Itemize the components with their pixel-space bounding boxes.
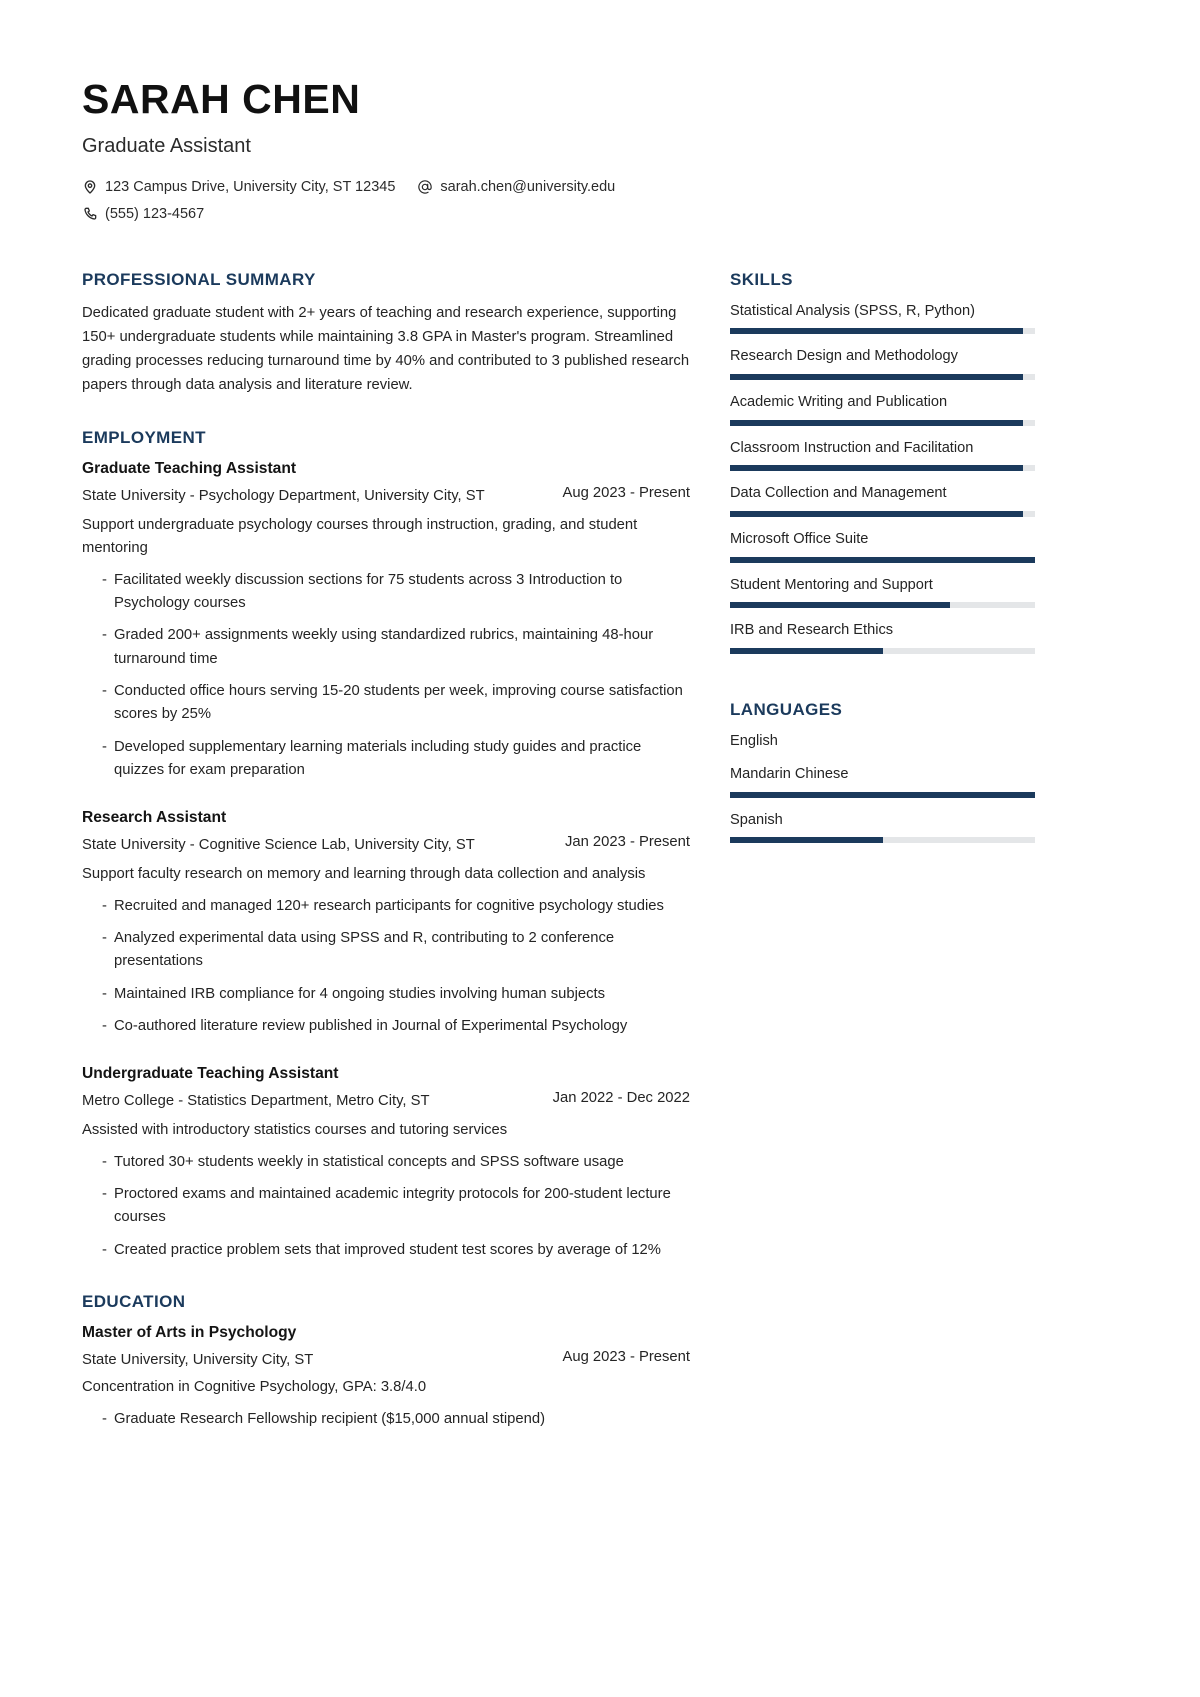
skill-item	[730, 621, 1040, 654]
proficiency-bar-fill	[730, 837, 883, 843]
contact-email[interactable]	[417, 174, 615, 201]
resume-header	[82, 78, 1040, 228]
language-label: Mandarin Chinese	[730, 765, 849, 782]
bullet-dash-icon: -	[102, 985, 107, 1002]
job-organization: State University - Psychology Department, University City, ST	[82, 487, 485, 504]
job-bullet-list	[82, 895, 690, 1039]
job-bullet-text: Analyzed experimental data using SPSS and R, contributing to 2 conference presentations	[114, 930, 615, 970]
job-meta	[82, 834, 690, 856]
proficiency-bar-track	[730, 837, 1035, 843]
proficiency-bar-fill	[730, 792, 1035, 798]
proficiency-bar-track	[730, 328, 1035, 334]
education-bullet	[82, 1408, 690, 1431]
job-description: Support faculty research on memory and learning through data collection and analysis	[82, 865, 646, 882]
job-bullet	[82, 569, 690, 616]
section-employment	[82, 428, 690, 1263]
proficiency-bar-fill	[730, 328, 1023, 334]
contact-line-1	[82, 174, 1040, 201]
skills-list	[730, 302, 1040, 655]
employment-entry	[82, 1065, 690, 1263]
skill-item	[730, 393, 1040, 426]
job-bullet-list	[82, 569, 690, 783]
skill-label: IRB and Research Ethics	[730, 622, 894, 639]
employment-list	[82, 460, 690, 1263]
proficiency-bar-fill	[730, 602, 950, 608]
employment-entry	[82, 809, 690, 1039]
language-item	[730, 765, 1040, 798]
contact-phone[interactable]	[82, 201, 204, 228]
job-bullet	[82, 624, 690, 671]
bullet-dash-icon: -	[102, 1411, 107, 1428]
side-column	[730, 270, 1040, 857]
education-list	[82, 1324, 690, 1431]
at-email-icon	[417, 179, 433, 195]
skill-label: Student Mentoring and Support	[730, 576, 933, 593]
proficiency-bar-track	[730, 602, 1035, 608]
education-date-range: Aug 2023 - Present	[562, 1349, 690, 1366]
job-title: Research Assistant	[82, 808, 227, 826]
job-date-range: Aug 2023 - Present	[562, 484, 690, 501]
section-title-languages: LANGUAGES	[730, 700, 843, 720]
bullet-dash-icon: -	[102, 930, 107, 947]
contact-line-2	[82, 201, 1040, 228]
job-description: Assisted with introductory statistics courses and tutoring services	[82, 1121, 508, 1138]
contact-email-text: sarah.chen@university.edu	[440, 179, 616, 196]
language-label: English	[730, 733, 778, 750]
bullet-dash-icon: -	[102, 1153, 107, 1170]
bullet-dash-icon: -	[102, 683, 107, 700]
language-item	[730, 811, 1040, 844]
section-skills	[730, 270, 1040, 655]
proficiency-bar-fill	[730, 374, 1023, 380]
proficiency-bar-fill	[730, 420, 1023, 426]
proficiency-bar-fill	[730, 648, 883, 654]
degree-title: Master of Arts in Psychology	[82, 1324, 297, 1342]
language-label: Spanish	[730, 811, 783, 828]
main-column	[82, 270, 690, 1436]
skill-label: Data Collection and Management	[730, 485, 947, 502]
employment-entry	[82, 460, 690, 783]
bullet-dash-icon: -	[102, 627, 107, 644]
job-bullet-text: Tutored 30+ students weekly in statistical concepts and SPSS software usage	[114, 1153, 624, 1170]
skill-label: Research Design and Methodology	[730, 348, 958, 365]
proficiency-bar-track	[730, 648, 1035, 654]
job-bullet	[82, 680, 690, 727]
education-bullet-list	[82, 1408, 690, 1431]
job-bullet-text: Maintained IRB compliance for 4 ongoing studies involving human subjects	[114, 985, 606, 1002]
proficiency-bar-fill	[730, 465, 1023, 471]
proficiency-bar-fill	[730, 557, 1035, 563]
job-organization: State University - Cognitive Science Lab, University City, ST	[82, 836, 475, 853]
bullet-dash-icon: -	[102, 897, 107, 914]
job-bullet	[82, 1239, 690, 1262]
section-education	[82, 1292, 690, 1431]
job-date-range: Jan 2023 - Present	[564, 833, 690, 850]
resume-body	[82, 270, 1040, 1436]
proficiency-bar-track	[730, 792, 1035, 798]
candidate-name: SARAH CHEN	[82, 76, 361, 122]
job-bullet	[82, 927, 690, 974]
language-item	[730, 732, 1040, 752]
languages-list	[730, 732, 1040, 843]
education-bullet-text: Graduate Research Fellowship recipient ($15,000 annual stipend)	[114, 1411, 546, 1428]
job-bullet	[82, 1015, 690, 1038]
section-title-education: EDUCATION	[82, 1292, 186, 1312]
contact-address	[82, 174, 395, 201]
skill-label: Statistical Analysis (SPSS, R, Python)	[730, 302, 975, 319]
job-meta	[82, 1090, 690, 1112]
job-organization: Metro College - Statistics Department, Metro City, ST	[82, 1092, 430, 1109]
candidate-headline: Graduate Assistant	[82, 135, 251, 158]
job-bullet-text: Graded 200+ assignments weekly using standardized rubrics, maintaining 48-hour turnaround time	[114, 627, 654, 667]
skill-label: Academic Writing and Publication	[730, 394, 948, 411]
skill-item	[730, 302, 1040, 335]
job-title: Undergraduate Teaching Assistant	[82, 1064, 339, 1082]
job-bullet	[82, 983, 690, 1006]
section-professional-summary	[82, 270, 690, 398]
location-pin-icon	[82, 179, 98, 195]
job-date-range: Jan 2022 - Dec 2022	[552, 1089, 690, 1106]
job-bullet-text: Facilitated weekly discussion sections for 75 students across 3 Introduction to Psychology courses	[114, 571, 623, 611]
education-note: Concentration in Cognitive Psychology, GPA: 3.8/4.0	[82, 1379, 427, 1396]
phone-icon	[82, 206, 98, 222]
job-meta	[82, 485, 690, 507]
proficiency-bar-track	[730, 374, 1035, 380]
skill-item	[730, 576, 1040, 609]
job-bullet-text: Developed supplementary learning materials including study guides and practice quizzes for exam preparation	[114, 738, 642, 779]
contact-phone-text: (555) 123-4567	[105, 205, 205, 222]
job-bullet-text: Created practice problem sets that improved student test scores by average of 12%	[114, 1241, 661, 1258]
education-entry	[82, 1324, 690, 1431]
school-name: State University, University City, ST	[82, 1352, 314, 1369]
job-bullet-text: Proctored exams and maintained academic integrity protocols for 200-student lecture courses	[114, 1186, 671, 1226]
summary-text: Dedicated graduate student with 2+ years of teaching and research experience, supporting 150+ undergraduate students while maintaining 3.8 GPA in Master's program. Streamlined grading processes reducing turnaround time by 40% and contributed to 3 published research papers through data analysis and literature review.	[82, 304, 690, 393]
proficiency-bar-track	[730, 420, 1035, 426]
job-title: Graduate Teaching Assistant	[82, 459, 297, 477]
section-languages	[730, 700, 1040, 843]
job-bullet	[82, 895, 690, 918]
skill-item	[730, 347, 1040, 380]
skill-item	[730, 530, 1040, 563]
skill-label: Classroom Instruction and Facilitation	[730, 439, 974, 456]
proficiency-bar-fill	[730, 511, 1023, 517]
bullet-dash-icon: -	[102, 1186, 107, 1203]
job-bullet	[82, 1151, 690, 1174]
bullet-dash-icon: -	[102, 571, 107, 588]
proficiency-bar-track	[730, 465, 1035, 471]
skill-label: Microsoft Office Suite	[730, 531, 869, 548]
bullet-dash-icon: -	[102, 1018, 107, 1035]
section-title-skills: SKILLS	[730, 269, 793, 289]
education-meta	[82, 1349, 690, 1371]
job-bullet-list	[82, 1151, 690, 1263]
bullet-dash-icon: -	[102, 738, 107, 755]
job-bullet-text: Conducted office hours serving 15-20 students per week, improving course satisfaction scores by 25%	[114, 683, 683, 723]
job-bullet	[82, 1183, 690, 1230]
job-bullet-text: Recruited and managed 120+ research participants for cognitive psychology studies	[114, 897, 664, 914]
contact-info	[82, 174, 1040, 228]
contact-address-text: 123 Campus Drive, University City, ST 12345	[105, 179, 396, 196]
bullet-dash-icon: -	[102, 1241, 107, 1258]
proficiency-bar-track	[730, 511, 1035, 517]
job-description: Support undergraduate psychology courses through instruction, grading, and student mentoring	[82, 516, 638, 556]
skill-item	[730, 439, 1040, 472]
proficiency-bar-track	[730, 557, 1035, 563]
section-title-employment: EMPLOYMENT	[82, 427, 206, 447]
skill-item	[730, 484, 1040, 517]
job-bullet-text: Co-authored literature review published in Journal of Experimental Psychology	[114, 1018, 628, 1035]
section-title-summary: PROFESSIONAL SUMMARY	[82, 269, 316, 289]
job-bullet	[82, 736, 690, 783]
